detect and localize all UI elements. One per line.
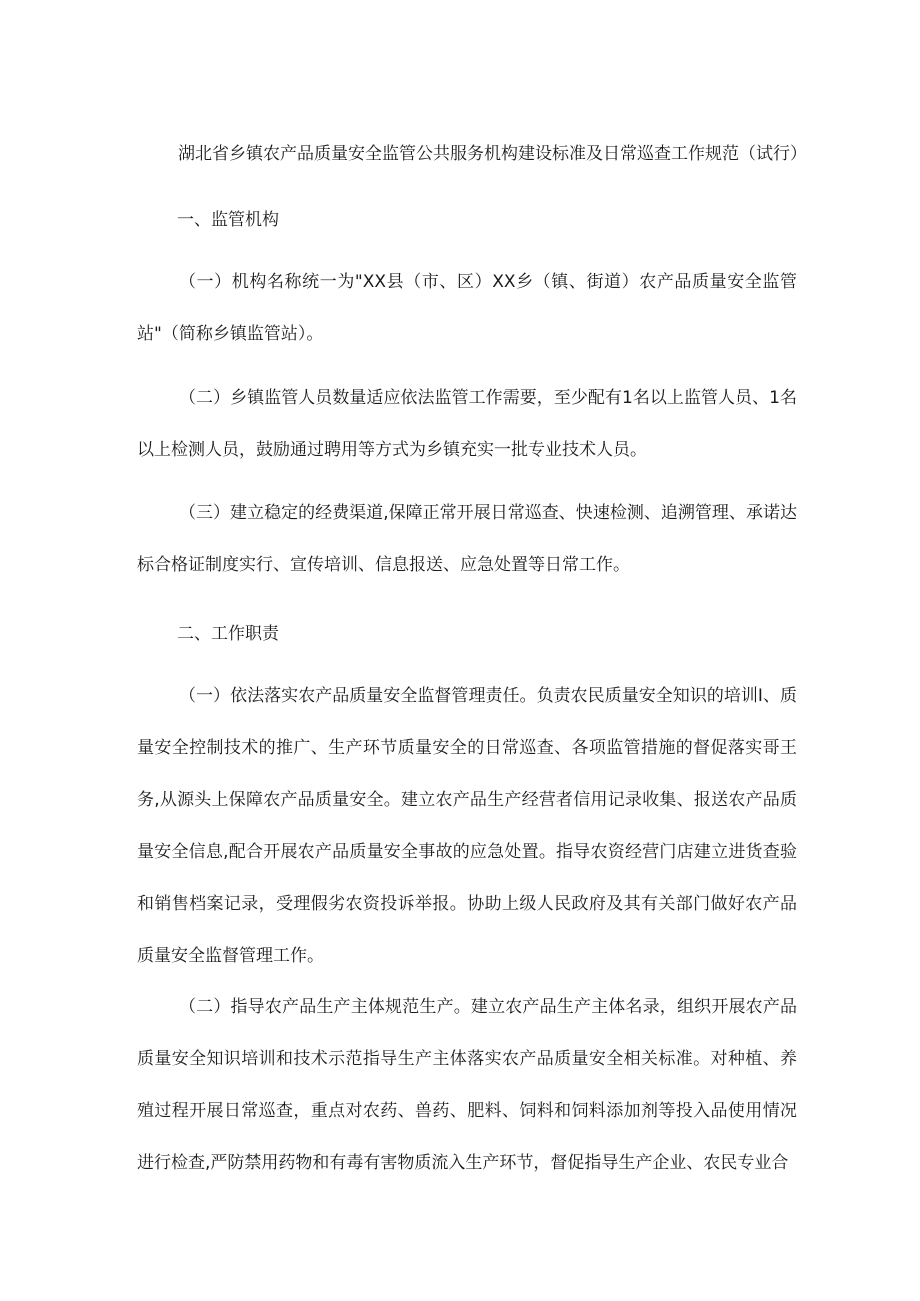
paragraph-1-3: （三）建立稳定的经费渠道,保障正常开展日常巡查、快速检测、追溯管理、承诺达标合格证制度实行、宣传培训、信息报送、应急处置等日常工作。 <box>137 503 797 575</box>
paragraph-1-1: （一）机构名称统一为"XX县（市、区）XX乡（镇、街道）农产品质量安全监管站"（简称乡镇监管站）。 <box>137 272 797 344</box>
paragraph-1-2: （二）乡镇监管人员数量适应依法监管工作需要，至少配有1名以上监管人员、1名以上检测人员，鼓励通过聘用等方式为乡镇充实一批专业技术人员。 <box>137 388 797 460</box>
section-heading-1: 一、监管机构 <box>177 210 279 230</box>
document-title: 湖北省乡镇农产品质量安全监管公共服务机构建设标准及日常巡查工作规范（试行） <box>178 144 807 164</box>
paragraph-2-2: （二）指导农产品生产主体规范生产。建立农产品生产主体名录，组织开展农产品质量安全知识培训和技术示范指导生产主体落实农产品质量安全相关标准。对种植、养殖过程开展日常巡查，重点对农药、兽药、肥料、饲料和饲料添加剂等投入品使用情况进行检查,严防禁用药物和有毒有害物质流入生产环节，督促指导生产企业、农民专业合 <box>137 997 797 1173</box>
section-heading-2: 二、工作职责 <box>177 624 279 644</box>
paragraph-2-1: （一）依法落实农产品质量安全监督管理责任。负责农民质量安全知识的培训I、质量安全控制技术的推广、生产环节质量安全的日常巡查、各项监管措施的督促落实哥王务,从源头上保障农产品质量安全。建立农产品生产经营者信用记录收集、报送农产品质量安全信息,配合开展农产品质量安全事故的应急处置。指导农资经营门店建立进货查验和销售档案记录，受理假劣农资投诉举报。协助上级人民政府及其有关部门做好农产品质量安全监督管理工作。 <box>137 686 797 966</box>
